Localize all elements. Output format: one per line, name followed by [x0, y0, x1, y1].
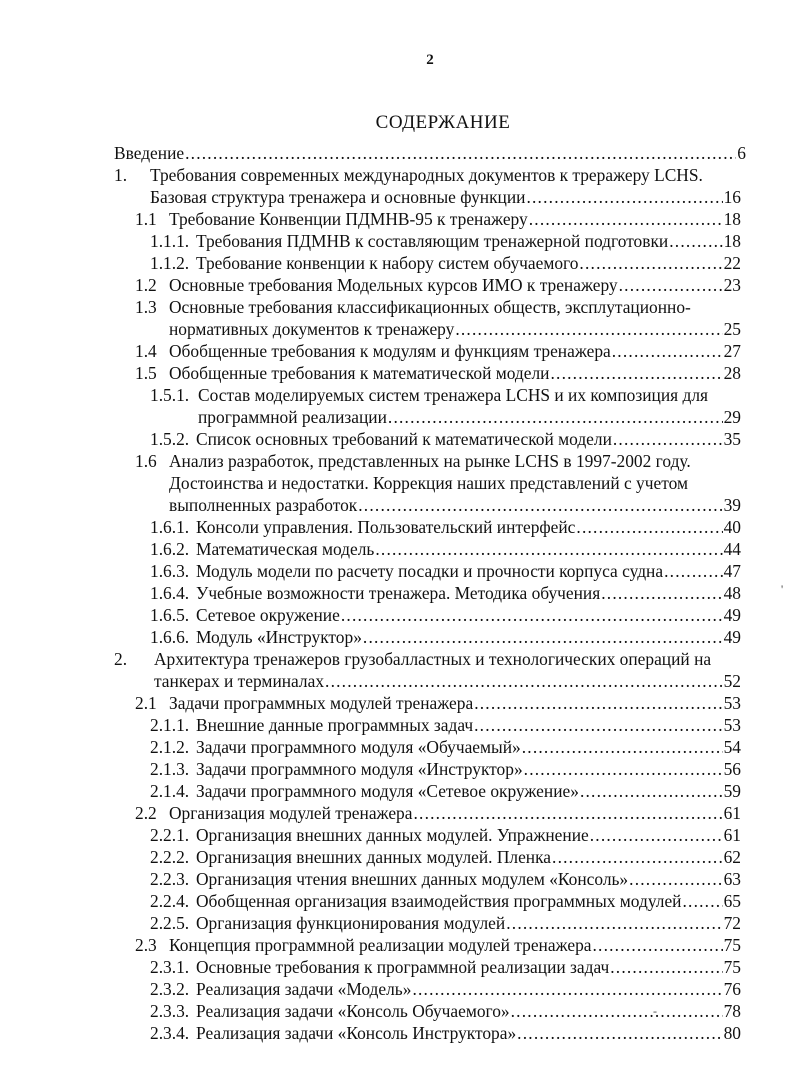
toc-entry-s2-2: [135, 802, 741, 824]
toc-entry-s1-1-2: [150, 252, 741, 274]
toc-label: Внешние данные программных задач: [196, 715, 474, 735]
toc-page: 18: [723, 209, 741, 229]
dot-leader: [610, 956, 722, 978]
toc-label: Учебные возможности тренажера. Методика обучения: [196, 583, 601, 603]
dot-leader: [341, 604, 723, 626]
toc-page: 72: [723, 913, 741, 933]
page-number: 2: [426, 52, 434, 68]
toc-label: Задачи программного модуля «Обучаемый»: [196, 737, 521, 757]
toc-number: 1.2: [135, 275, 157, 295]
toc-label: нормативных документов к тренажеру: [169, 319, 455, 339]
toc-label: Требование конвенции к набору систем обучаемого: [196, 253, 579, 273]
dot-leader: [529, 208, 723, 230]
dot-leader: [682, 890, 722, 912]
dot-leader: [613, 428, 723, 450]
toc-label: Анализ разработок, представленных на рынке LCHS в 1997-2002 году.: [169, 451, 691, 471]
toc-label: Организация функционирования модулей: [196, 913, 506, 933]
toc-entry-s2-3: [135, 934, 741, 956]
toc-page: 62: [723, 847, 741, 867]
toc-entry-s1-6-2: [150, 538, 741, 560]
toc-entry-s1-5-1-line1: [150, 384, 708, 406]
toc-entry-s2-line1: [114, 648, 711, 670]
toc-label: танкерах и терминалах: [154, 671, 325, 691]
toc-number: 2.3.3.: [150, 1001, 190, 1021]
toc-number: 1.6.2.: [150, 539, 190, 559]
toc-page: 25: [723, 319, 741, 339]
toc-label: Достоинства и недостатки. Коррекция наших представлений с учетом: [169, 473, 688, 493]
toc-label: Математическая модель: [196, 539, 375, 559]
toc-page: 35: [723, 429, 741, 449]
toc-page: 16: [723, 187, 741, 207]
toc-number: 1.4: [135, 341, 157, 361]
toc-number: 1.5.1.: [150, 385, 190, 405]
dot-leader: [455, 318, 722, 340]
toc-number: 2.2.5.: [150, 913, 190, 933]
toc-number: 1.6.6.: [150, 627, 190, 647]
toc-number: 1.3: [135, 297, 157, 317]
toc-label: Задачи программных модулей тренажера: [169, 693, 474, 713]
toc-entry-s2-1-3: [150, 758, 741, 780]
toc-page: 44: [723, 539, 741, 559]
toc-number: 2.3.4.: [150, 1023, 190, 1043]
toc-label: Организация чтения внешних данных модулем «Консоль»: [196, 869, 629, 889]
toc-number: 1.5.2.: [150, 429, 190, 449]
scan-speck: ': [781, 582, 784, 596]
toc-number: 2.3: [135, 935, 157, 955]
toc-label: Требования современных международных документов к трeражеру LCHS.: [150, 165, 703, 185]
toc-label: Требования ПДМНВ к составляющим тренажерной подготовки: [196, 231, 669, 251]
toc-label: Организация внешних данных модулей. Упражнение: [196, 825, 589, 845]
toc-label: Задачи программного модуля «Инструктор»: [196, 759, 523, 779]
dot-leader: [550, 362, 722, 384]
toc-label: Основные требования Модельных курсов ИМО к тренажеру: [169, 275, 618, 295]
toc-number: 1.6: [135, 451, 157, 471]
dot-leader: [590, 824, 723, 846]
toc-entry-s1-6: [169, 494, 741, 516]
toc-number: 1.6.1.: [150, 517, 190, 537]
toc-number: 1.1: [135, 209, 157, 229]
toc-page: 78: [723, 1001, 741, 1021]
toc-number: 1.6.5.: [150, 605, 190, 625]
toc-entry-s1-4: [135, 340, 741, 362]
toc-label: Консоли управления. Пользовательский интерфейс: [196, 517, 576, 537]
toc-entry-s1-6-1: [150, 516, 741, 538]
toc-label: программной реализации: [198, 407, 387, 427]
toc-page: 23: [723, 275, 741, 295]
dot-leader: [325, 670, 723, 692]
toc-label: Базовая структура тренажера и основные функции: [150, 187, 526, 207]
dot-leader: [517, 1022, 722, 1044]
dot-leader: [619, 274, 723, 296]
dot-leader: [358, 494, 722, 516]
toc-page: 65: [723, 891, 741, 911]
toc-label: Основные требования классификационных обществ, эксплутационно-: [169, 297, 691, 317]
toc-label: Концепция программной реализации модулей тренажера: [169, 935, 592, 955]
toc-page: 53: [723, 693, 741, 713]
dot-leader: [363, 626, 723, 648]
toc-label: Сетевое окружение: [196, 605, 340, 625]
dot-leader: [601, 582, 722, 604]
toc-entry-s1-2: [135, 274, 741, 296]
dot-leader: [506, 912, 722, 934]
toc-entry-s1-6-line1: [135, 450, 691, 472]
toc-entry-s2-2-3: [150, 868, 741, 890]
dot-leader: [185, 142, 736, 164]
toc-label: Архитектура тренажеров грузобалластных и технологических операций на: [154, 649, 712, 669]
toc-entry-s1-6-line2: [169, 472, 688, 494]
toc-page: 49: [723, 627, 741, 647]
toc-entry-s1-3: [169, 318, 741, 340]
toc-page: 63: [723, 869, 741, 889]
toc-page: 49: [723, 605, 741, 625]
dot-leader: [629, 868, 722, 890]
toc-entry-s2-2-1: [150, 824, 741, 846]
dot-leader: [522, 736, 723, 758]
toc-entry-s1-5-2: [150, 428, 741, 450]
toc-number: 2.1.4.: [150, 781, 190, 801]
toc-page: 80: [723, 1023, 741, 1043]
toc-number: 2.1: [135, 693, 157, 713]
toc-number: 2.2.2.: [150, 847, 190, 867]
dot-leader: [526, 186, 722, 208]
toc-entry-s1-6-5: [150, 604, 741, 626]
toc-entry-s2-1-1: [150, 714, 741, 736]
toc-page: 61: [723, 825, 741, 845]
toc-label: Обобщенные требования к математической модели: [169, 363, 550, 383]
toc-entry-s2-2-5: [150, 912, 741, 934]
page-title: СОДЕРЖАНИЕ: [375, 112, 511, 133]
toc-page: 59: [723, 781, 741, 801]
toc-entry-s2-3-2: [150, 978, 741, 1000]
toc-page: 40: [723, 517, 741, 537]
dot-leader: [669, 230, 722, 252]
toc-entry-s2-1-2: [150, 736, 741, 758]
toc-page: 27: [723, 341, 741, 361]
toc-label: Модуль «Инструктор»: [196, 627, 362, 647]
toc-number: 2.2.1.: [150, 825, 190, 845]
toc-label: Основные требования к программной реализации задач: [196, 957, 610, 977]
toc-page: 56: [723, 759, 741, 779]
toc-number: 2.1.2.: [150, 737, 190, 757]
toc-page: 76: [723, 979, 741, 999]
toc-number: 2.1.1.: [150, 715, 190, 735]
toc-label: Реализация задачи «Модель»: [196, 979, 412, 999]
dot-leader: [511, 1000, 723, 1022]
toc-page: 47: [723, 561, 741, 581]
toc-number: 2.: [114, 649, 128, 669]
toc-label: выполненных разработок: [169, 495, 358, 515]
dot-leader: [592, 934, 722, 956]
toc-label: Модуль модели по расчету посадки и прочности корпуса судна: [196, 561, 664, 581]
toc-entry-s1-6-6: [150, 626, 741, 648]
toc-entry-s1-5: [135, 362, 741, 384]
toc-page: 6: [737, 143, 746, 163]
toc-label: Требование Конвенции ПДМНВ-95 к тренажеру: [169, 209, 528, 229]
toc-label: Реализация задачи «Консоль Обучаемого»: [196, 1001, 510, 1021]
toc-number: 1.1.2.: [150, 253, 190, 273]
dot-leader: [474, 692, 722, 714]
toc-entry-s2-2-2: [150, 846, 741, 868]
dot-leader: [388, 406, 723, 428]
dot-leader: [413, 802, 722, 824]
toc-page: 54: [723, 737, 741, 757]
toc-label: Обобщенные требования к модулям и функциям тренажера: [169, 341, 611, 361]
toc-entry-s1-1-1: [150, 230, 741, 252]
toc-number: 1.6.3.: [150, 561, 190, 581]
toc-entry-s1-6-4: [150, 582, 741, 604]
dot-leader: [576, 516, 722, 538]
toc-entry-s1-6-3: [150, 560, 741, 582]
toc-number: 2.3.1.: [150, 957, 190, 977]
dot-leader: [580, 780, 723, 802]
toc-number: 2.2.3.: [150, 869, 190, 889]
toc-number: 1.5: [135, 363, 157, 383]
toc-entry-s1: [150, 186, 741, 208]
toc-label: Организация модулей тренажера: [169, 803, 413, 823]
toc-label: Организация внешних данных модулей. Пленка: [196, 847, 552, 867]
dot-leader: [579, 252, 722, 274]
toc-page: 53: [723, 715, 741, 735]
toc-page: 48: [723, 583, 741, 603]
toc-number: 2.2.4.: [150, 891, 190, 911]
toc-entry-s1-3-line1: [135, 296, 691, 318]
toc-page: 22: [723, 253, 741, 273]
dot-leader: [524, 758, 723, 780]
toc-label: Состав моделируемых систем тренажера LCHS и их композиция для: [198, 385, 709, 405]
toc-page: 52: [723, 671, 741, 691]
toc-entry-s1-line1: [114, 164, 703, 186]
dot-leader: [412, 978, 722, 1000]
toc-label: Обобщенная организация взаимодействия программных модулей: [196, 891, 682, 911]
scan-speck: -: [653, 1004, 657, 1018]
dot-leader: [474, 714, 722, 736]
toc-page: 75: [723, 935, 741, 955]
toc-page: 29: [723, 407, 741, 427]
toc-label: Список основных требований к математической модели: [196, 429, 612, 449]
toc-page: 28: [723, 363, 741, 383]
dot-leader: [612, 340, 723, 362]
dot-leader: [552, 846, 723, 868]
toc-entry-intro: [114, 142, 746, 164]
dot-leader: [664, 560, 723, 582]
toc-number: 2.1.3.: [150, 759, 190, 779]
toc-entry-s2-3-4: [150, 1022, 741, 1044]
toc-page: 75: [723, 957, 741, 977]
toc-number: 2.3.2.: [150, 979, 190, 999]
toc-number: 1.1.1.: [150, 231, 190, 251]
dot-leader: [375, 538, 722, 560]
toc-label: Введение: [114, 143, 185, 163]
toc-page: 39: [723, 495, 741, 515]
toc-entry-s2-1-4: [150, 780, 741, 802]
toc-entry-s1-1: [135, 208, 741, 230]
toc-number: 2.2: [135, 803, 157, 823]
toc-entry-s2-1: [135, 692, 741, 714]
toc-label: Реализация задачи «Консоль Инструктора»: [196, 1023, 517, 1043]
toc-number: 1.: [114, 165, 128, 185]
toc-entry-s2-3-1: [150, 956, 741, 978]
toc-entry-s2: [154, 670, 741, 692]
toc-page: 18: [723, 231, 741, 251]
toc-entry-s2-2-4: [150, 890, 741, 912]
toc-number: 1.6.4.: [150, 583, 190, 603]
toc-entry-s1-5-1: [198, 406, 741, 428]
toc-label: Задачи программного модуля «Сетевое окружение»: [196, 781, 579, 801]
toc-page: 61: [723, 803, 741, 823]
